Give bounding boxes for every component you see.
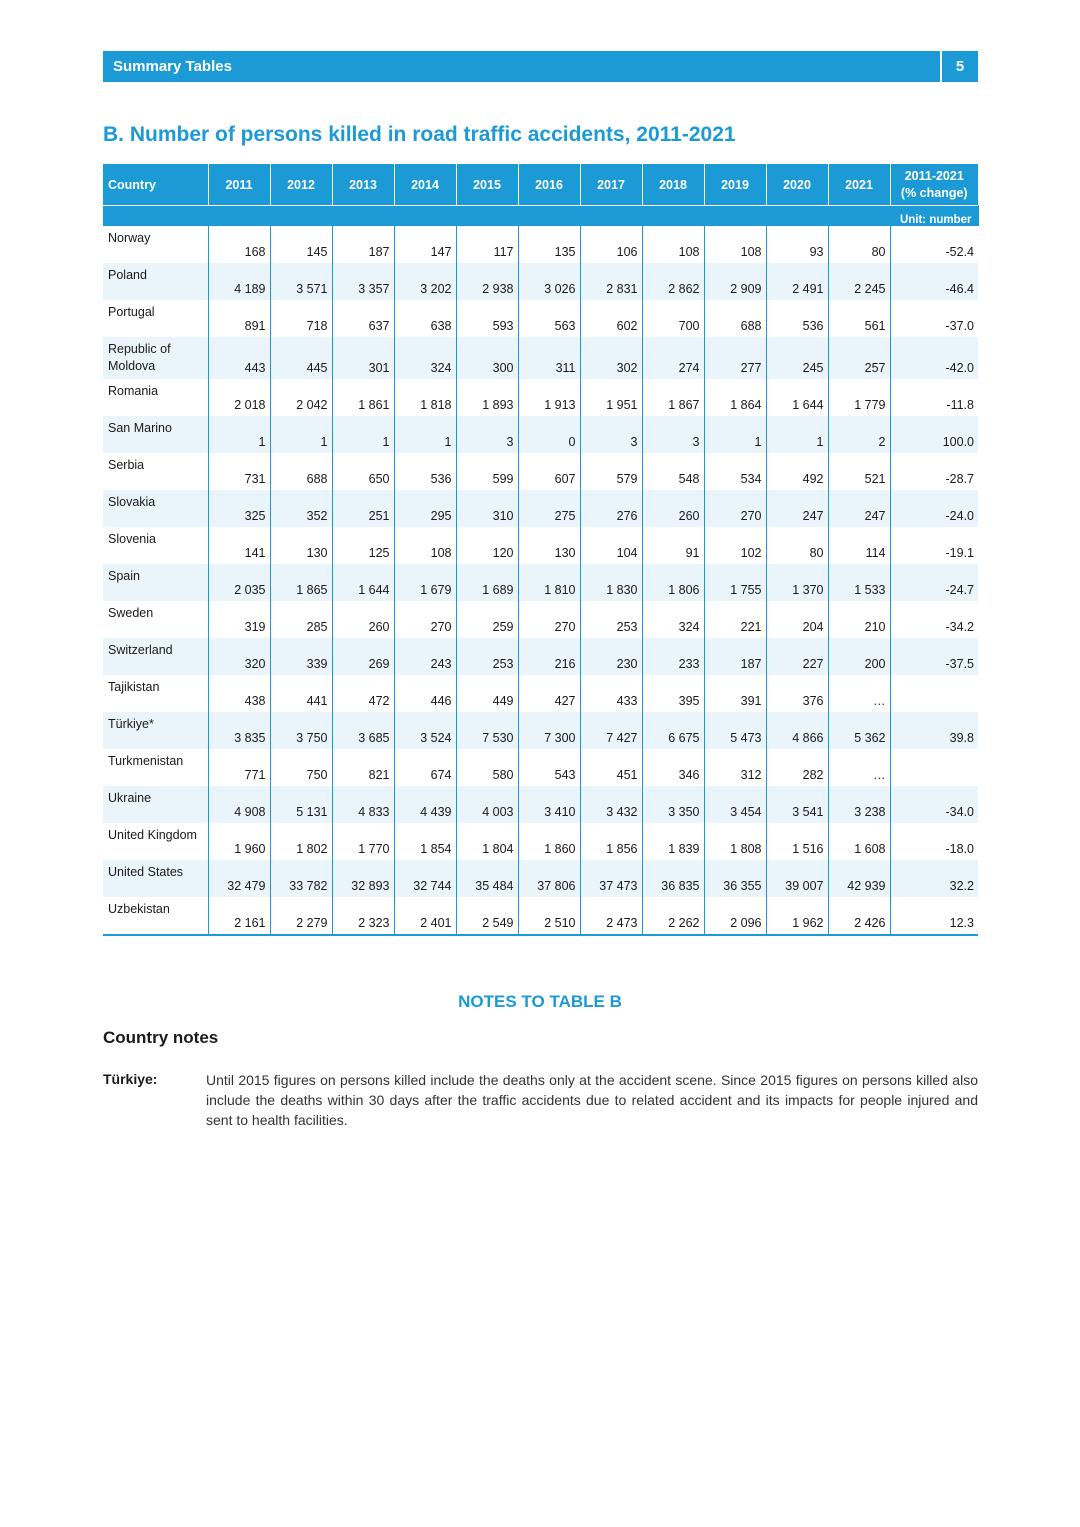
value-cell: 2 401 [394, 897, 456, 935]
value-cell: 543 [518, 749, 580, 786]
table-row [103, 823, 978, 860]
value-cell: 145 [270, 226, 332, 263]
value-cell: 438 [208, 675, 270, 712]
value-cell: 2 323 [332, 897, 394, 935]
value-cell: 441 [270, 675, 332, 712]
value-cell: 1 516 [766, 823, 828, 860]
country-cell: United Kingdom [103, 823, 208, 860]
value-cell: 580 [456, 749, 518, 786]
value-cell: 319 [208, 601, 270, 638]
value-cell: 1 818 [394, 379, 456, 416]
value-cell: 4 189 [208, 263, 270, 300]
value-cell: 718 [270, 300, 332, 337]
table-row [103, 379, 978, 416]
value-cell: 130 [518, 527, 580, 564]
value-cell: 376 [766, 675, 828, 712]
value-cell: 1 864 [704, 379, 766, 416]
value-cell: 32 479 [208, 860, 270, 897]
country-cell: Serbia [103, 453, 208, 490]
value-cell: 35 484 [456, 860, 518, 897]
value-cell: 93 [766, 226, 828, 263]
value-cell: 2 262 [642, 897, 704, 935]
pct-change-cell [890, 675, 978, 712]
value-cell: 80 [766, 527, 828, 564]
value-cell: 1 856 [580, 823, 642, 860]
value-cell: 7 427 [580, 712, 642, 749]
value-cell: 5 131 [270, 786, 332, 823]
value-cell: 324 [394, 337, 456, 379]
value-cell: 1 806 [642, 564, 704, 601]
country-cell: Norway [103, 226, 208, 263]
value-cell: 2 510 [518, 897, 580, 935]
column-header-year: 2011 [208, 164, 270, 206]
value-cell: 3 [580, 416, 642, 453]
value-cell: 130 [270, 527, 332, 564]
value-cell: 247 [828, 490, 890, 527]
pct-change-cell: -37.5 [890, 638, 978, 675]
value-cell: 2 279 [270, 897, 332, 935]
value-cell: 260 [642, 490, 704, 527]
value-cell: 446 [394, 675, 456, 712]
value-cell: 2 938 [456, 263, 518, 300]
value-cell: 1 808 [704, 823, 766, 860]
pct-change-cell: -28.7 [945, 472, 974, 486]
value-cell: 607 [518, 453, 580, 490]
country-cell: Turkmenistan [103, 749, 208, 786]
value-cell: 42 939 [828, 860, 890, 897]
value-cell: 700 [642, 300, 704, 337]
value-cell: 445 [270, 337, 332, 379]
unit-row [103, 206, 978, 227]
pct-change-cell: -34.0 [890, 786, 978, 823]
country-cell: Tajikistan [103, 675, 208, 712]
country-notes-heading: Country notes [103, 1028, 219, 1047]
country-cell: Romania [103, 379, 208, 416]
value-cell: 0 [518, 416, 580, 453]
value-cell: 3 571 [270, 263, 332, 300]
value-cell: 285 [270, 601, 332, 638]
value-cell: 32 744 [394, 860, 456, 897]
pct-change-cell: 39.8 [890, 712, 978, 749]
notes-heading: NOTES TO TABLE B [458, 992, 622, 1011]
value-cell: 602 [580, 300, 642, 337]
value-cell: 1 [208, 416, 270, 453]
value-cell: 233 [642, 638, 704, 675]
value-cell: 750 [270, 749, 332, 786]
value-cell: 4 003 [456, 786, 518, 823]
column-header-year: 2018 [642, 164, 704, 206]
value-cell: 91 [642, 527, 704, 564]
value-cell: 548 [642, 453, 704, 490]
value-cell: 2 862 [642, 263, 704, 300]
value-cell: 352 [270, 490, 332, 527]
value-cell: 688 [270, 453, 332, 490]
value-cell: … [828, 749, 890, 786]
value-cell: 1 644 [766, 379, 828, 416]
value-cell: 1 [766, 416, 828, 453]
country-cell: Slovenia [103, 527, 208, 564]
pct-change-cell: -34.2 [945, 620, 974, 634]
pct-change-cell: -18.0 [945, 842, 974, 856]
value-cell: 187 [332, 226, 394, 263]
country-cell: Spain [103, 564, 208, 601]
value-cell: 3 238 [828, 786, 890, 823]
value-cell: 2 549 [456, 897, 518, 935]
value-cell: 1 839 [642, 823, 704, 860]
value-cell: 269 [332, 638, 394, 675]
value-cell: 3 350 [642, 786, 704, 823]
value-cell: 3 410 [518, 786, 580, 823]
value-cell: 1 533 [828, 564, 890, 601]
table-header-row [103, 164, 978, 206]
value-cell: 276 [580, 490, 642, 527]
value-cell: 2 831 [580, 263, 642, 300]
value-cell: 1 810 [518, 564, 580, 601]
value-cell: 1 960 [208, 823, 270, 860]
value-cell: 36 355 [704, 860, 766, 897]
pct-change-cell: -52.4 [945, 245, 974, 259]
data-table-container [103, 164, 978, 936]
table-row [103, 527, 978, 564]
value-cell: 674 [394, 749, 456, 786]
value-cell: 302 [580, 337, 642, 379]
value-cell: 1 689 [456, 564, 518, 601]
value-cell: 1 962 [766, 897, 828, 935]
table-row [103, 860, 978, 897]
pct-change-cell: -42.0 [890, 337, 978, 379]
value-cell: 230 [580, 638, 642, 675]
value-cell: 3 432 [580, 786, 642, 823]
value-cell: 117 [456, 226, 518, 263]
value-cell: 472 [332, 675, 394, 712]
value-cell: 274 [642, 337, 704, 379]
value-cell: 37 473 [580, 860, 642, 897]
value-cell: 102 [704, 527, 766, 564]
value-cell: 443 [208, 337, 270, 379]
value-cell: 2 018 [208, 379, 270, 416]
value-cell: 1 804 [456, 823, 518, 860]
value-cell: 36 835 [642, 860, 704, 897]
value-cell: 253 [580, 601, 642, 638]
column-header-year: 2017 [580, 164, 642, 206]
killed-persons-table [103, 164, 979, 936]
country-cell: Sweden [103, 601, 208, 638]
value-cell: 33 782 [270, 860, 332, 897]
note-text: Until 2015 figures on persons killed include the deaths only at the accident scene. Since 2015 figures on persons killed also include the deaths within 30 days after the traffic accidents due to related accident and its impacts for people injured and sent to health facilities. [206, 1072, 978, 1128]
value-cell: 563 [518, 300, 580, 337]
table-row [103, 675, 978, 712]
value-cell: 1 867 [642, 379, 704, 416]
value-cell: 2 473 [580, 897, 642, 935]
value-cell: 534 [704, 453, 766, 490]
value-cell: 1 913 [518, 379, 580, 416]
note-label: Türkiye: [103, 1071, 158, 1087]
value-cell: 451 [580, 749, 642, 786]
value-cell: 1 830 [580, 564, 642, 601]
pct-change-cell: 32.2 [890, 860, 978, 897]
value-cell: … [828, 675, 890, 712]
pct-change-cell: -24.7 [890, 564, 978, 601]
value-cell: 1 860 [518, 823, 580, 860]
value-cell: 3 685 [332, 712, 394, 749]
table-row [103, 786, 978, 823]
value-cell: 395 [642, 675, 704, 712]
country-cell: Uzbekistan [103, 897, 208, 935]
value-cell: 1 [270, 416, 332, 453]
value-cell: 243 [394, 638, 456, 675]
value-cell: 204 [766, 601, 828, 638]
table-title: B. Number of persons killed in road traffic accidents, 2011-2021 [103, 123, 736, 146]
value-cell: 637 [332, 300, 394, 337]
value-cell: 247 [766, 490, 828, 527]
pct-change-cell: -46.4 [890, 263, 978, 300]
value-cell: 39 007 [766, 860, 828, 897]
column-header-year: 2012 [270, 164, 332, 206]
table-row [103, 263, 978, 300]
country-cell: Republic of Moldova [103, 337, 208, 379]
value-cell: 7 300 [518, 712, 580, 749]
value-cell: 37 806 [518, 860, 580, 897]
value-cell: 311 [518, 337, 580, 379]
value-cell: 731 [208, 453, 270, 490]
value-cell: 339 [270, 638, 332, 675]
value-cell: 561 [828, 300, 890, 337]
table-row [103, 638, 978, 675]
column-header-year: 2020 [766, 164, 828, 206]
page-number: 5 [940, 51, 978, 82]
value-cell: 2 161 [208, 897, 270, 935]
value-cell: 1 893 [456, 379, 518, 416]
value-cell: 295 [394, 490, 456, 527]
value-cell: 638 [394, 300, 456, 337]
table-row [103, 300, 978, 337]
value-cell: 1 608 [828, 823, 890, 860]
value-cell: 277 [704, 337, 766, 379]
column-header-year: 2013 [332, 164, 394, 206]
value-cell: 1 [394, 416, 456, 453]
value-cell: 187 [704, 638, 766, 675]
value-cell: 4 866 [766, 712, 828, 749]
value-cell: 216 [518, 638, 580, 675]
table-row [103, 712, 978, 749]
value-cell: 7 530 [456, 712, 518, 749]
value-cell: 210 [828, 601, 890, 638]
table-row [103, 337, 978, 379]
value-cell: 4 833 [332, 786, 394, 823]
value-cell: 270 [518, 601, 580, 638]
pct-change-cell [890, 749, 978, 786]
value-cell: 1 770 [332, 823, 394, 860]
country-cell: Ukraine [103, 786, 208, 823]
country-cell: United States [103, 860, 208, 897]
column-header-country: Country [103, 164, 208, 206]
country-cell: Slovakia [103, 490, 208, 527]
value-cell: 221 [704, 601, 766, 638]
country-cell: Portugal [103, 300, 208, 337]
table-row [103, 897, 978, 935]
pct-change-cell: -11.8 [946, 398, 974, 412]
value-cell: 688 [704, 300, 766, 337]
value-cell: 3 541 [766, 786, 828, 823]
country-cell: San Marino [103, 416, 208, 453]
value-cell: 168 [208, 226, 270, 263]
pct-change-cell: 12.3 [890, 897, 978, 935]
value-cell: 427 [518, 675, 580, 712]
value-cell: 312 [704, 749, 766, 786]
value-cell: 391 [704, 675, 766, 712]
value-cell: 259 [456, 601, 518, 638]
value-cell: 3 [642, 416, 704, 453]
value-cell: 771 [208, 749, 270, 786]
value-cell: 324 [642, 601, 704, 638]
value-cell: 3 202 [394, 263, 456, 300]
value-cell: 5 362 [828, 712, 890, 749]
value-cell: 1 854 [394, 823, 456, 860]
value-cell: 2 909 [704, 263, 766, 300]
value-cell: 135 [518, 226, 580, 263]
value-cell: 2 426 [828, 897, 890, 935]
value-cell: 310 [456, 490, 518, 527]
value-cell: 536 [394, 453, 456, 490]
value-cell: 200 [828, 638, 890, 675]
value-cell: 521 [828, 453, 890, 490]
table-row [103, 601, 978, 638]
value-cell: 253 [456, 638, 518, 675]
value-cell: 2 [828, 416, 890, 453]
country-cell: Poland [103, 263, 208, 300]
value-cell: 108 [394, 527, 456, 564]
table-row [103, 453, 978, 490]
value-cell: 1 865 [270, 564, 332, 601]
value-cell: 114 [828, 527, 890, 564]
value-cell: 106 [580, 226, 642, 263]
pct-change-cell: -37.0 [945, 319, 974, 333]
value-cell: 2 491 [766, 263, 828, 300]
value-cell: 270 [704, 490, 766, 527]
page-header-bar [103, 51, 978, 82]
table-body [103, 226, 978, 935]
value-cell: 80 [828, 226, 890, 263]
pct-change-cell: 100.0 [890, 416, 978, 453]
column-header-pct-change [890, 164, 978, 206]
value-cell: 282 [766, 749, 828, 786]
value-cell: 4 439 [394, 786, 456, 823]
value-cell: 260 [332, 601, 394, 638]
pct-header-line2: (% change) [900, 185, 968, 200]
value-cell: 108 [704, 226, 766, 263]
value-cell: 1 779 [828, 379, 890, 416]
column-header-year: 2019 [704, 164, 766, 206]
value-cell: 1 [332, 416, 394, 453]
value-cell: 270 [394, 601, 456, 638]
value-cell: 2 042 [270, 379, 332, 416]
value-cell: 2 035 [208, 564, 270, 601]
unit-label: Unit: number [103, 206, 978, 227]
value-cell: 1 861 [332, 379, 394, 416]
value-cell: 3 524 [394, 712, 456, 749]
value-cell: 141 [208, 527, 270, 564]
value-cell: 125 [332, 527, 394, 564]
table-row [103, 564, 978, 601]
value-cell: 2 245 [828, 263, 890, 300]
value-cell: 3 750 [270, 712, 332, 749]
table-row [103, 490, 978, 527]
section-title: Summary Tables [113, 58, 232, 75]
column-header-year: 2016 [518, 164, 580, 206]
value-cell: 32 893 [332, 860, 394, 897]
value-cell: 4 908 [208, 786, 270, 823]
value-cell: 251 [332, 490, 394, 527]
value-cell: 1 951 [580, 379, 642, 416]
pct-header-line1: 2011-2021 [904, 168, 964, 183]
table-row [103, 749, 978, 786]
table-row [103, 416, 978, 453]
country-cell: Türkiye* [103, 712, 208, 749]
column-header-year: 2015 [456, 164, 518, 206]
value-cell: 599 [456, 453, 518, 490]
value-cell: 1 370 [766, 564, 828, 601]
value-cell: 821 [332, 749, 394, 786]
value-cell: 650 [332, 453, 394, 490]
value-cell: 301 [332, 337, 394, 379]
value-cell: 891 [208, 300, 270, 337]
value-cell: 3 [456, 416, 518, 453]
table-row [103, 226, 978, 263]
value-cell: 5 473 [704, 712, 766, 749]
value-cell: 257 [828, 337, 890, 379]
value-cell: 536 [766, 300, 828, 337]
value-cell: 346 [642, 749, 704, 786]
value-cell: 227 [766, 638, 828, 675]
value-cell: 3 026 [518, 263, 580, 300]
value-cell: 325 [208, 490, 270, 527]
value-cell: 492 [766, 453, 828, 490]
value-cell: 449 [456, 675, 518, 712]
country-cell: Switzerland [103, 638, 208, 675]
value-cell: 120 [456, 527, 518, 564]
value-cell: 245 [766, 337, 828, 379]
value-cell: 108 [642, 226, 704, 263]
column-header-year: 2021 [828, 164, 890, 206]
value-cell: 1 679 [394, 564, 456, 601]
value-cell: 3 454 [704, 786, 766, 823]
value-cell: 2 096 [704, 897, 766, 935]
value-cell: 3 357 [332, 263, 394, 300]
value-cell: 3 835 [208, 712, 270, 749]
value-cell: 579 [580, 453, 642, 490]
pct-change-cell: -24.0 [890, 490, 978, 527]
value-cell: 320 [208, 638, 270, 675]
value-cell: 147 [394, 226, 456, 263]
value-cell: 433 [580, 675, 642, 712]
column-header-year: 2014 [394, 164, 456, 206]
value-cell: 1 644 [332, 564, 394, 601]
value-cell: 300 [456, 337, 518, 379]
value-cell: 1 802 [270, 823, 332, 860]
value-cell: 6 675 [642, 712, 704, 749]
value-cell: 1 755 [704, 564, 766, 601]
pct-change-cell: -19.1 [945, 546, 974, 560]
value-cell: 593 [456, 300, 518, 337]
value-cell: 104 [580, 527, 642, 564]
value-cell: 275 [518, 490, 580, 527]
value-cell: 1 [704, 416, 766, 453]
